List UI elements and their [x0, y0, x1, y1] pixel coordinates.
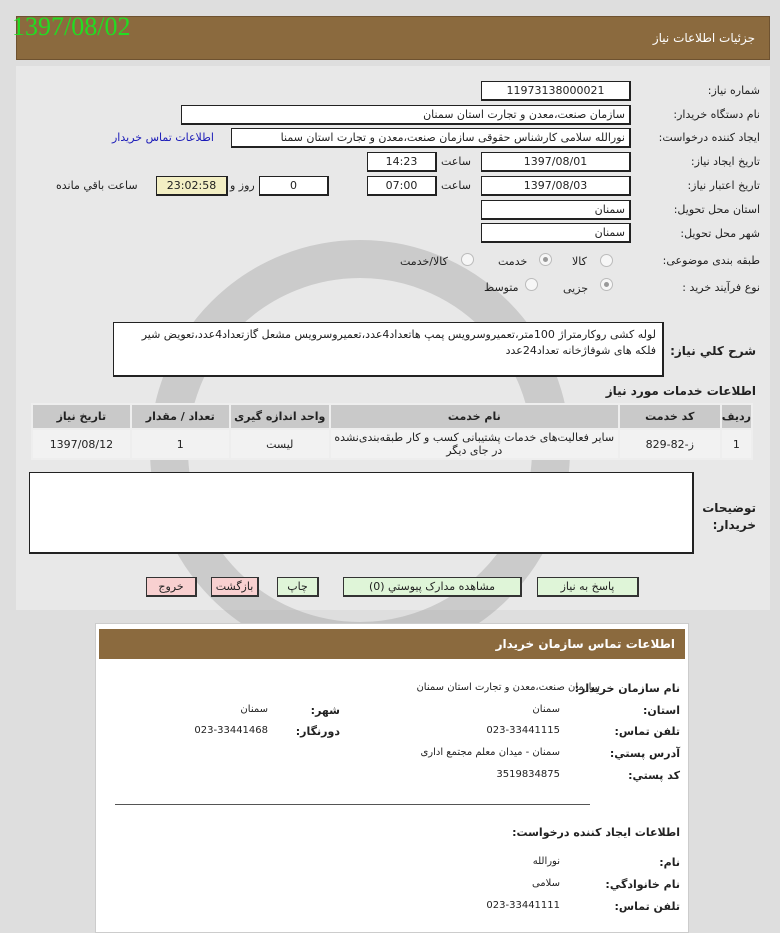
col-code: کد خدمت — [619, 404, 721, 429]
days-field[interactable]: 0 — [259, 176, 329, 196]
services-title: اطلاعات خدمات مورد نیاز — [605, 384, 756, 398]
creator-field[interactable]: نورالله سلامی کارشناس حقوقی سازمان صنعت،معدن و تجارت استان سمنا — [231, 128, 631, 148]
validity-label: تاریخ اعتبار نیاز: — [687, 179, 760, 192]
buyer-org-label: نام دستگاه خریدار: — [673, 108, 760, 121]
contact-postal: 3519834875 — [496, 769, 560, 780]
back-button[interactable]: بازگشت — [211, 577, 259, 597]
validity-time-field[interactable]: 07:00 — [367, 176, 437, 196]
category-radio-goods[interactable] — [600, 254, 613, 267]
category-option-service: خدمت — [498, 255, 528, 268]
stamp-date: 1397/08/02 — [12, 12, 131, 41]
time-label: ساعت — [441, 179, 471, 192]
col-row: ردیف — [721, 404, 752, 429]
remaining-time-field: 23:02:58 — [156, 176, 228, 196]
divider — [115, 804, 590, 805]
contact-panel — [95, 623, 689, 933]
category-option-both: كالا/خدمت — [400, 255, 448, 268]
cell-date: 1397/08/12 — [32, 429, 131, 459]
creator-family: سلامی — [531, 878, 560, 889]
category-radio-service[interactable] — [539, 253, 552, 266]
category-label: طبقه بندی موضوعی: — [662, 254, 760, 267]
table-row — [32, 429, 752, 459]
creator-phone: 023-33441111 — [486, 900, 560, 911]
category-radio-both[interactable] — [461, 253, 474, 266]
process-label: نوع فرآیند خرید : — [682, 281, 760, 294]
city-label: شهر محل تحویل: — [680, 227, 760, 240]
buyer-contact-link[interactable]: اطلاعات تماس خریدار — [112, 131, 214, 144]
print-button[interactable]: چاپ — [277, 577, 319, 597]
province-label: استان محل تحویل: — [673, 203, 760, 216]
contact-title: اطلاعات تماس سازمان خریدار — [495, 637, 675, 651]
contact-address-label: آدرس پستي: — [609, 747, 680, 760]
page-title: جزئیات اطلاعات نیاز — [652, 31, 755, 45]
contact-city: سمنان — [240, 704, 268, 715]
table-header-row — [32, 404, 752, 429]
contact-city-label: شهر: — [310, 704, 340, 717]
cell-row: 1 — [721, 429, 752, 459]
days-label: روز و — [230, 179, 255, 192]
contact-header — [99, 629, 685, 659]
exit-button[interactable]: خروج — [146, 577, 197, 597]
created-time-field[interactable]: 14:23 — [367, 152, 437, 172]
process-option-minor: جزیی — [563, 282, 589, 295]
process-option-medium: متوسط — [484, 281, 519, 294]
cell-name: سایر فعالیت‌های خدمات پشتیبانی کسب و کار طبقه‌بندی‌نشده در جای دیگر — [330, 429, 619, 459]
creator-info-title: اطلاعات ایجاد کننده درخواست: — [512, 826, 680, 839]
province-field[interactable]: سمنان — [481, 200, 631, 220]
created-date-label: تاریخ ایجاد نیاز: — [690, 155, 760, 168]
contact-phone-label: تلفن تماس: — [614, 725, 680, 738]
time-label: ساعت — [441, 155, 471, 168]
creator-phone-label: تلفن تماس: — [614, 900, 680, 913]
col-date: تاریخ نیاز — [32, 404, 131, 429]
contact-fax: 023-33441468 — [194, 725, 268, 736]
reply-button[interactable]: پاسخ به نیاز — [537, 577, 639, 597]
contact-org-label: نام سازمان خریدار: — [574, 682, 680, 695]
need-number-label: شماره نیاز: — [707, 84, 760, 97]
buyer-notes-label: توضیحات خریدار: — [702, 501, 756, 532]
contact-postal-label: کد پستي: — [628, 769, 680, 782]
col-qty: تعداد / مقدار — [131, 404, 230, 429]
col-name: نام خدمت — [330, 404, 619, 429]
need-number-field[interactable]: 11973138000021 — [481, 81, 631, 101]
buyer-notes-textarea[interactable] — [29, 472, 694, 554]
col-unit: واحد اندازه گیری — [230, 404, 330, 429]
description-label: شرح کلي نياز: — [670, 344, 756, 358]
validity-date-field[interactable]: 1397/08/03 — [481, 176, 631, 196]
cell-code: ز-82-829 — [619, 429, 721, 459]
attachments-button[interactable]: مشاهده مدارک پیوستي (0) — [343, 577, 522, 597]
buyer-org-field[interactable]: سازمان صنعت،معدن و تجارت استان سمنان — [181, 105, 631, 125]
contact-province-label: استان: — [643, 704, 680, 717]
remaining-label: ساعت باقي مانده — [56, 179, 138, 192]
contact-address: سمنان - میدان معلم مجتمع اداری — [420, 747, 560, 758]
cell-qty: 1 — [131, 429, 230, 459]
services-table — [31, 403, 753, 460]
contact-fax-label: دورنگار: — [295, 725, 340, 738]
process-radio-minor[interactable] — [600, 278, 613, 291]
contact-phone: 023-33441115 — [486, 725, 560, 736]
creator-name: نورالله — [532, 856, 560, 867]
city-field[interactable]: سمنان — [481, 223, 631, 243]
category-option-goods: كالا — [572, 255, 587, 268]
contact-org: سازمان صنعت،معدن و تجارت استان سمنان — [416, 682, 600, 693]
creator-name-label: نام: — [659, 856, 680, 869]
creator-family-label: نام خانوادگي: — [605, 878, 680, 891]
contact-province: سمنان — [532, 704, 560, 715]
creator-label: ایجاد کننده درخواست: — [658, 131, 760, 144]
process-radio-medium[interactable] — [525, 278, 538, 291]
created-date-field[interactable]: 1397/08/01 — [481, 152, 631, 172]
description-textarea[interactable]: لوله کشی روکارمتراژ 100متر،تعمیروسرویس پمپ هاتعداد4عدد،تعمیروسرویس مشعل گازتعداد4عدد،تعویض شیر فلکه های شوفاژخانه تعداد24عدد — [113, 322, 664, 377]
cell-unit: لیست — [230, 429, 330, 459]
